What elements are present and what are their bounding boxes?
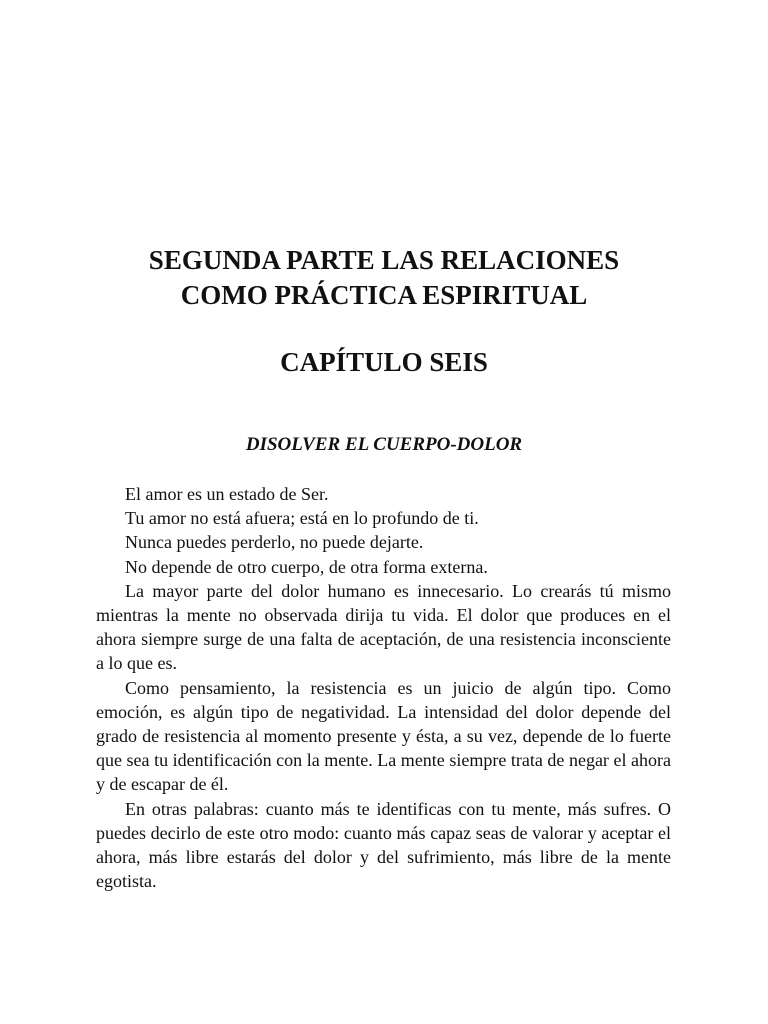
paragraph: Nunca puedes perderlo, no puede dejarte. xyxy=(125,532,424,553)
paragraph: En otras palabras: cuanto más te identificas con tu mente, más sufres. O puedes decirlo de este otro modo: cuanto más capaz seas de valorar y aceptar el ahora, más libre estarás del dolor y del sufrimiento, más libre de la mente egotista. xyxy=(96,798,671,892)
paragraph: Tu amor no está afuera; está en lo profundo de ti. xyxy=(125,508,479,529)
part-title-line-1: SEGUNDA PARTE LAS RELACIONES xyxy=(148,245,620,275)
part-title xyxy=(0,243,768,313)
paragraph: Como pensamiento, la resistencia es un juicio de algún tipo. Como emoción, es algún tipo de negatividad. La intensidad del dolor depende del grado de resistencia al momento presente y ésta, a su vez, depende de lo fuerte que sea tu identificación con la mente. La mente siempre trata de negar el ahora y de escapar de él. xyxy=(96,677,671,795)
paragraph: La mayor parte del dolor humano es innecesario. Lo crearás tú mismo mientras la mente no observada dirija tu vida. El dolor que produces en el ahora siempre surge de una falta de aceptación, de una resistencia inconsciente a lo que es. xyxy=(96,580,671,674)
section-title: DISOLVER EL CUERPO-DOLOR xyxy=(245,434,523,455)
body-text xyxy=(96,482,671,893)
part-title-line-2: COMO PRÁCTICA ESPIRITUAL xyxy=(180,280,588,310)
paragraph: No depende de otro cuerpo, de otra forma externa. xyxy=(125,556,488,577)
paragraph: El amor es un estado de Ser. xyxy=(125,484,329,504)
chapter-title: CAPÍTULO SEIS xyxy=(280,347,488,377)
